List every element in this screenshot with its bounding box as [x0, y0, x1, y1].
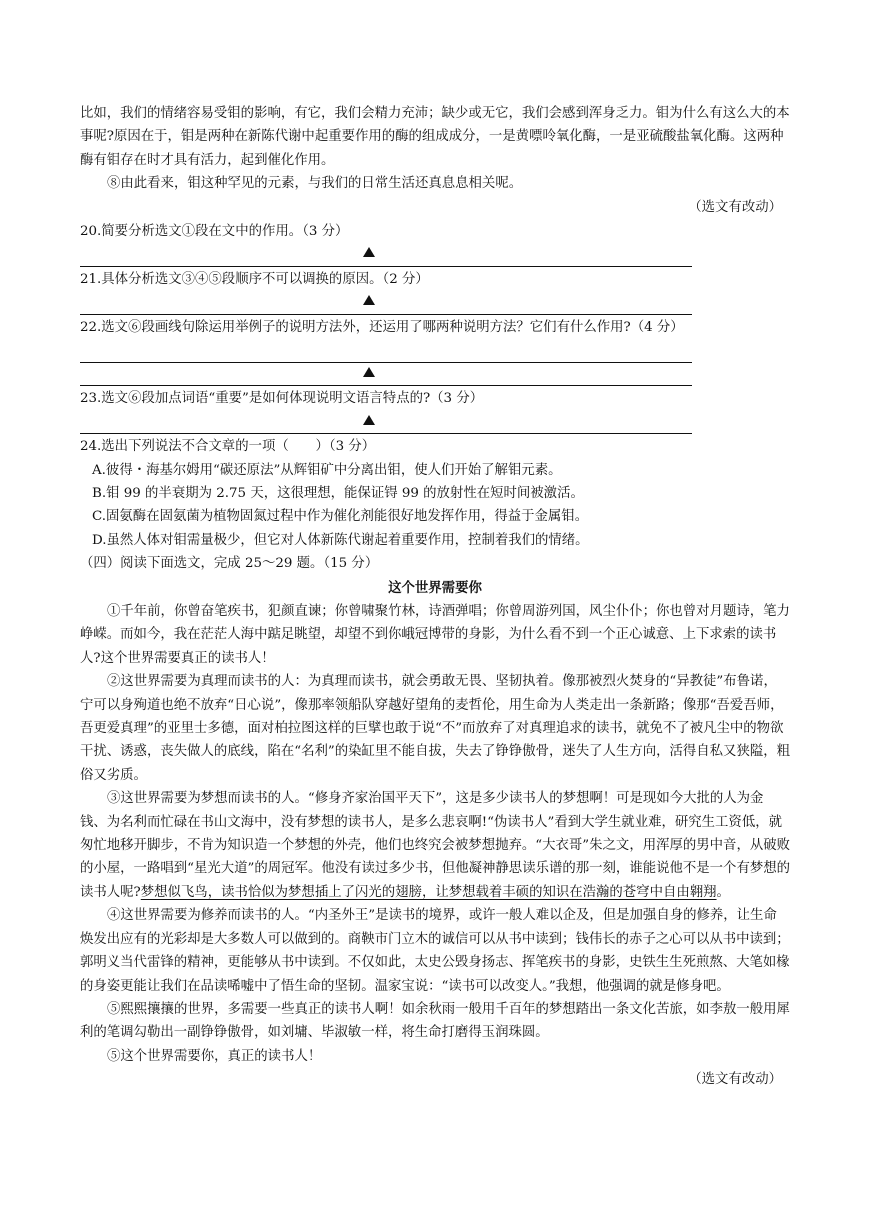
answer-marker-icon	[363, 367, 375, 377]
article-paragraph-2: ②这世界需要为真理而读书的人：为真理而读书，就会勇敢无畏、坚韧执着。像那被烈火焚身的“异教徒”布鲁诺，宁可以身殉道也绝不放弃“日心说”，像那率领船队穿越好望角的麦哲伦，用生命为人类走出一条新路；像那“吾爱吾师，吾更爱真理”的亚里士多德，面对柏拉图这样的巨擘也敢于说“不”而放弃了对真理追求的读书，就免不了被凡尘中的物欲干扰、诱惑，丧失做人的底线，陷在“名利”的染缸里不能自拔，失去了铮铮傲骨，迷失了人生方向，活得自私又狭隘，粗俗又劣质。	[80, 674, 790, 783]
paragraph-3-end: 。	[716, 884, 730, 900]
underlined-sentence: 梦想似飞鸟，读书恰似为梦想插上了闪光的翅膀，让梦想载着丰硕的知识在浩瀚的苍穹中自由翱翔	[140, 884, 717, 900]
section-4-heading: （四）阅读下面选文，完成 25～29 题。（15 分）	[80, 556, 379, 572]
option-b[interactable]: B.钼 99 的半衰期为 2.75 天，这很理想，能保证锝 99 的放射性在短时间被激活。	[92, 485, 584, 501]
article-paragraph-5: ⑤熙熙攘攘的世界，多需要一些真正的读书人啊！如余秋雨一般用千百年的梦想踏出一条文化苦旅，如李敖一般用犀利的笔调勾勒出一副铮铮傲骨，如刘墉、毕淑敏一样，将生命打磨得玉润珠圆。	[80, 1001, 790, 1041]
article-paragraph-1: ①千年前，你曾奋笔疾书，犯颜直谏；你曾啸聚竹林，诗酒弹唱；你曾周游列国，风尘仆仆；你也曾对月题诗，笔力峥嵘。而如今，我在茫茫人海中踮足眺望，却望不到你峨冠博带的身影，为什么看不到一个正心诚意、上下求索的读书人?这个世界需要真正的读书人！	[80, 604, 790, 666]
question-20: 20.简要分析选文①段在文中的作用。（3 分）	[80, 224, 349, 240]
question-22: 22.选文⑥段画线句除运用举例子的说明方法外，还运用了哪两种说明方法？它们有什么作用?（4 分）	[80, 319, 684, 335]
article-title: 这个世界需要你	[388, 579, 482, 596]
answer-line-20[interactable]	[80, 243, 692, 267]
paragraph-3-text: ③这世界需要为梦想而读书的人。“修身齐家治国平天下”，这是多少读书人的梦想啊！可是现如今大批的人为金钱、为名利而忙碌在书山文海中，没有梦想的读书人，是多么悲哀啊!“伪读书人”看到大学生就业难，研究生工资低，就匆忙地移开脚步，不肯为知识造一个梦想的外壳，他们也终究会被梦想抛弃。“大衣哥”朱之文，用浑厚的男中音，从破败的小屋，一路唱到“星光大道”的周冠军。他没有读过多少书，但他凝神静思读乐谱的那一刻，谁能说他不是一个有梦想的读书人呢?	[80, 791, 790, 900]
option-a[interactable]: A.彼得・海基尔姆用“碳还原法”从辉钼矿中分离出钼，使人们开始了解钼元素。	[92, 462, 562, 478]
exam-page	[80, 102, 790, 1092]
question-23: 23.选文⑥段加点词语“重要”是如何体现说明文语言特点的?（3 分）	[80, 391, 484, 407]
intro-paragraph-2: ⑧由此看来，钼这种罕见的元素，与我们的日常生活还真息息相关呢。	[107, 176, 523, 192]
article-paragraph-6: ⑤这个世界需要你，真正的读书人！	[107, 1048, 322, 1064]
option-d[interactable]: D.虽然人体对钼需量极少，但它对人体新陈代谢起着重要作用，控制着我们的情绪。	[92, 532, 589, 548]
source-note-1: （选文有改动）	[688, 199, 782, 215]
intro-paragraph-1: 比如，我们的情绪容易受钼的影响，有它，我们会精力充沛；缺少或无它，我们会感到浑身乏力。钼为什么有这么大的本事呢?原因在于，钼是两种在新陈代谢中起重要作用的酶的组成成分，一是黄嘌呤氧化酶，一是亚硫酸盐氧化酶。这两种酶有钼存在时才具有活力，起到催化作用。	[80, 106, 790, 168]
answer-line-23[interactable]	[80, 411, 692, 435]
question-21: 21.具体分析选文③④⑤段顺序不可以调换的原因。（2 分）	[80, 271, 429, 287]
answer-line-22b[interactable]	[80, 363, 692, 387]
question-24: 24.选出下列说法不合文章的一项（ ）（3 分）	[80, 439, 376, 455]
answer-marker-icon	[363, 295, 375, 305]
option-c[interactable]: C.固氨酶在固氨菌为植物固氮过程中作为催化剂能很好地发挥作用，得益于金属钼。	[92, 509, 589, 525]
source-note-2: （选文有改动）	[688, 1072, 782, 1088]
article-paragraph-4: ④这世界需要为修养而读书的人。“内圣外王”是读书的境界，或许一般人难以企及，但是加强自身的修养，让生命焕发出应有的光彩却是大多数人可以做到的。商鞅市门立木的诚信可以从书中读到；钱伟长的赤子之心可以从书中读到；郭明义当代雷锋的精神，更能够从书中读到。不仅如此，太史公毁身扬志、挥笔疾书的身影，史铁生生死煎熬、大笔如椽的身姿更能让我们在品读唏嘘中了悟生命的坚韧。温家宝说：“读书可以改变人。”我想，他强调的就是修身吧。	[80, 908, 790, 994]
article-paragraph-3	[80, 787, 790, 904]
answer-line-22a[interactable]	[80, 339, 692, 363]
answer-marker-icon	[363, 415, 375, 425]
answer-marker-icon	[363, 247, 375, 257]
answer-line-21[interactable]	[80, 291, 692, 315]
